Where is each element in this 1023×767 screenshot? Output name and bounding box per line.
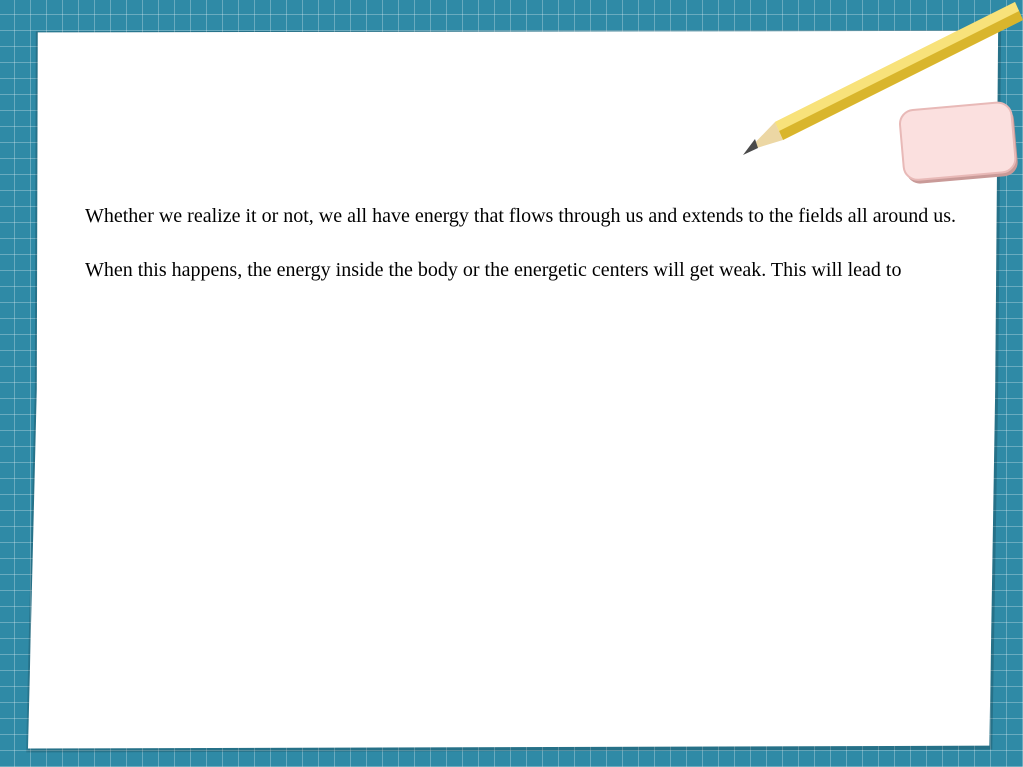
- eraser-icon: [896, 100, 1023, 190]
- slide-body-text: [85, 202, 1023, 284]
- paragraph-1: Whether we realize it or not, we all have energy that flows through us and extends to the fields all around us.: [85, 205, 957, 227]
- paragraph-2: When this happens, the energy inside the body or the energetic centers will get weak. This will lead to: [85, 259, 902, 281]
